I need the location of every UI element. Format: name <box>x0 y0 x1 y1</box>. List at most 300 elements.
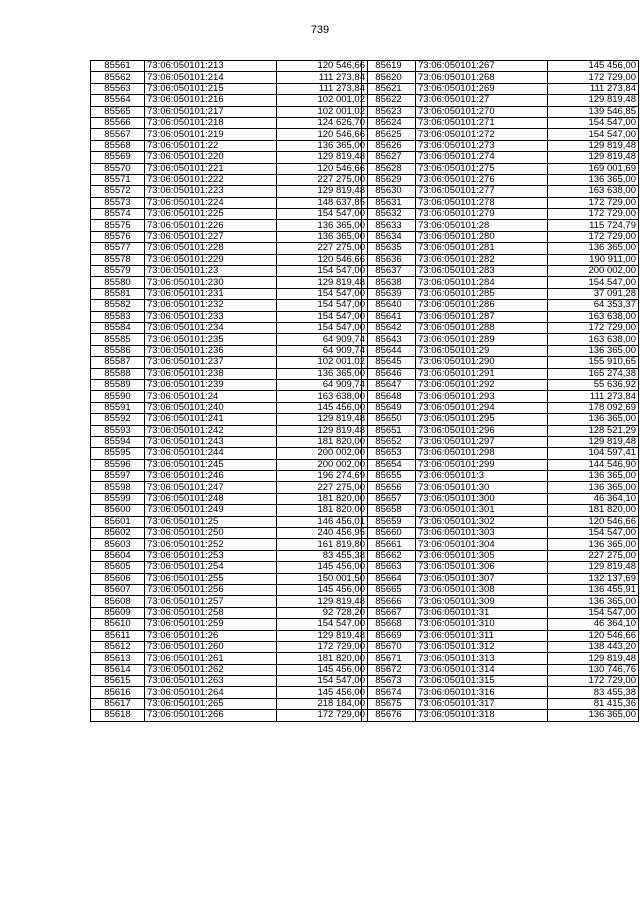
cadastral-number-cell: 73:06:050101:254 <box>145 562 277 573</box>
table-row <box>91 528 368 539</box>
row-number-cell: 85621 <box>362 83 416 94</box>
cadastral-number-cell: 73:06:050101:227 <box>145 231 277 242</box>
value-cell: 181 820,00 <box>277 653 368 664</box>
table-row <box>91 209 368 220</box>
value-cell: 46 364,10 <box>548 493 639 504</box>
row-number-cell: 85655 <box>362 471 416 482</box>
row-number-cell: 85608 <box>91 596 145 607</box>
table-row <box>91 140 368 151</box>
row-number-cell: 85625 <box>362 129 416 140</box>
value-cell: 111 273,84 <box>277 83 368 94</box>
value-cell: 172 729,00 <box>548 209 639 220</box>
table-row <box>91 368 368 379</box>
cadastral-number-cell: 73:06:050101:217 <box>145 106 277 117</box>
value-cell: 196 274,69 <box>277 471 368 482</box>
table-row <box>91 277 368 288</box>
cadastral-number-cell: 73:06:050101:234 <box>145 322 277 333</box>
cadastral-number-cell: 73:06:050101:29 <box>416 345 548 356</box>
row-number-cell: 85676 <box>362 710 416 721</box>
value-cell: 120 546,66 <box>277 163 368 174</box>
cadastral-number-cell: 73:06:050101:224 <box>145 197 277 208</box>
row-number-cell: 85588 <box>91 368 145 379</box>
value-cell: 240 456,95 <box>277 528 368 539</box>
cadastral-number-cell: 73:06:050101:291 <box>416 368 548 379</box>
table-row <box>91 243 368 254</box>
cadastral-number-cell: 73:06:050101:317 <box>416 698 548 709</box>
cadastral-number-cell: 73:06:050101:24 <box>145 391 277 402</box>
cadastral-number-cell: 73:06:050101:239 <box>145 379 277 390</box>
table-row <box>362 322 639 333</box>
cadastral-number-cell: 73:06:050101:282 <box>416 254 548 265</box>
table-row <box>362 619 639 630</box>
page-number: 739 <box>310 24 330 36</box>
value-cell: 154 547,00 <box>548 607 639 618</box>
cadastral-number-cell: 73:06:050101:279 <box>416 209 548 220</box>
value-cell: 83 455,38 <box>277 550 368 561</box>
value-cell: 138 443,20 <box>548 641 639 652</box>
cadastral-number-cell: 73:06:050101:278 <box>416 197 548 208</box>
table-row <box>91 550 368 561</box>
value-cell: 172 729,00 <box>277 710 368 721</box>
table-row <box>362 209 639 220</box>
row-number-cell: 85651 <box>362 425 416 436</box>
cadastral-number-cell: 73:06:050101:312 <box>416 641 548 652</box>
row-number-cell: 85613 <box>91 653 145 664</box>
table-row <box>362 186 639 197</box>
row-number-cell: 85635 <box>362 243 416 254</box>
row-number-cell: 85567 <box>91 129 145 140</box>
value-cell: 227 275,00 <box>548 550 639 561</box>
row-number-cell: 85595 <box>91 448 145 459</box>
value-cell: 129 819,48 <box>548 653 639 664</box>
cadastral-number-cell: 73:06:050101:238 <box>145 368 277 379</box>
value-cell: 154 547,00 <box>277 266 368 277</box>
cadastral-number-cell: 73:06:050101:216 <box>145 95 277 106</box>
table-row <box>362 653 639 664</box>
value-cell: 129 819,48 <box>548 152 639 163</box>
row-number-cell: 85569 <box>91 152 145 163</box>
row-number-cell: 85618 <box>91 710 145 721</box>
value-cell: 111 273,84 <box>548 391 639 402</box>
row-number-cell: 85577 <box>91 243 145 254</box>
cadastral-number-cell: 73:06:050101:22 <box>145 140 277 151</box>
table-row <box>91 266 368 277</box>
value-cell: 129 819,48 <box>548 436 639 447</box>
cadastral-number-cell: 73:06:050101:292 <box>416 379 548 390</box>
cadastral-number-cell: 73:06:050101:215 <box>145 83 277 94</box>
table-row <box>362 459 639 470</box>
cadastral-number-cell: 73:06:050101:221 <box>145 163 277 174</box>
cadastral-number-cell: 73:06:050101:281 <box>416 243 548 254</box>
row-number-cell: 85654 <box>362 459 416 470</box>
value-cell: 129 819,48 <box>548 562 639 573</box>
value-cell: 181 820,00 <box>277 493 368 504</box>
table-row <box>362 83 639 94</box>
value-cell: 37 091,28 <box>548 288 639 299</box>
row-number-cell: 85633 <box>362 220 416 231</box>
value-cell: 129 819,48 <box>277 186 368 197</box>
cadastral-number-cell: 73:06:050101:231 <box>145 288 277 299</box>
row-number-cell: 85629 <box>362 174 416 185</box>
row-number-cell: 85614 <box>91 664 145 675</box>
row-number-cell: 85570 <box>91 163 145 174</box>
cadastral-number-cell: 73:06:050101:287 <box>416 311 548 322</box>
table-row <box>91 174 368 185</box>
value-cell: 102 001,02 <box>277 95 368 106</box>
value-cell: 145 456,00 <box>277 687 368 698</box>
row-number-cell: 85673 <box>362 676 416 687</box>
value-cell: 136 365,00 <box>548 243 639 254</box>
table-row <box>91 448 368 459</box>
table-row <box>91 482 368 493</box>
cadastral-number-cell: 73:06:050101:284 <box>416 277 548 288</box>
value-cell: 104 597,41 <box>548 448 639 459</box>
cadastral-number-cell: 73:06:050101:240 <box>145 402 277 413</box>
value-cell: 136 365,00 <box>548 414 639 425</box>
table-row <box>362 414 639 425</box>
value-cell: 172 729,00 <box>548 231 639 242</box>
value-cell: 154 547,00 <box>277 311 368 322</box>
row-number-cell: 85650 <box>362 414 416 425</box>
table-row <box>91 619 368 630</box>
table-row <box>91 584 368 595</box>
row-number-cell: 85610 <box>91 619 145 630</box>
cadastral-number-cell: 73:06:050101:28 <box>416 220 548 231</box>
row-number-cell: 85656 <box>362 482 416 493</box>
table-row <box>362 676 639 687</box>
value-cell: 172 729,00 <box>548 676 639 687</box>
row-number-cell: 85668 <box>362 619 416 630</box>
cadastral-number-cell: 73:06:050101:318 <box>416 710 548 721</box>
cadastral-number-cell: 73:06:050101:263 <box>145 676 277 687</box>
row-number-cell: 85561 <box>91 61 145 72</box>
value-cell: 136 365,00 <box>548 345 639 356</box>
value-cell: 120 546,66 <box>277 254 368 265</box>
table-row <box>362 698 639 709</box>
cadastral-number-cell: 73:06:050101:235 <box>145 334 277 345</box>
table-row <box>362 493 639 504</box>
table-row <box>91 322 368 333</box>
value-cell: 136 365,00 <box>548 174 639 185</box>
value-cell: 55 636,92 <box>548 379 639 390</box>
cadastral-number-cell: 73:06:050101:213 <box>145 61 277 72</box>
row-number-cell: 85636 <box>362 254 416 265</box>
row-number-cell: 85617 <box>91 698 145 709</box>
row-number-cell: 85576 <box>91 231 145 242</box>
cadastral-number-cell: 73:06:050101:257 <box>145 596 277 607</box>
cadastral-number-cell: 73:06:050101:316 <box>416 687 548 698</box>
table-row <box>362 562 639 573</box>
cadastral-number-cell: 73:06:050101:289 <box>416 334 548 345</box>
table-row <box>362 345 639 356</box>
table-row <box>362 129 639 140</box>
value-cell: 200 002,00 <box>277 448 368 459</box>
table-row <box>91 231 368 242</box>
value-cell: 136 365,00 <box>548 539 639 550</box>
cadastral-number-cell: 73:06:050101:267 <box>416 61 548 72</box>
row-number-cell: 85583 <box>91 311 145 322</box>
row-number-cell: 85598 <box>91 482 145 493</box>
table-row <box>91 61 368 72</box>
table-row <box>91 311 368 322</box>
cadastral-number-cell: 73:06:050101:303 <box>416 528 548 539</box>
value-cell: 145 456,00 <box>277 562 368 573</box>
table-row <box>91 83 368 94</box>
cadastral-number-cell: 73:06:050101:270 <box>416 106 548 117</box>
table-row <box>362 140 639 151</box>
row-number-cell: 85601 <box>91 516 145 527</box>
table-row <box>362 687 639 698</box>
table-row <box>362 505 639 516</box>
cadastral-number-cell: 73:06:050101:295 <box>416 414 548 425</box>
value-cell: 172 729,00 <box>548 72 639 83</box>
value-cell: 145 456,00 <box>277 584 368 595</box>
value-cell: 181 820,00 <box>277 436 368 447</box>
value-cell: 136 365,00 <box>548 596 639 607</box>
cadastral-number-cell: 73:06:050101:283 <box>416 266 548 277</box>
value-cell: 129 819,48 <box>277 152 368 163</box>
value-cell: 129 819,48 <box>277 630 368 641</box>
cadastral-number-cell: 73:06:050101:273 <box>416 140 548 151</box>
table-row <box>91 254 368 265</box>
row-number-cell: 85568 <box>91 140 145 151</box>
table-row <box>362 539 639 550</box>
table-row <box>91 106 368 117</box>
cadastral-number-cell: 73:06:050101:229 <box>145 254 277 265</box>
row-number-cell: 85616 <box>91 687 145 698</box>
row-number-cell: 85669 <box>362 630 416 641</box>
cadastral-number-cell: 73:06:050101:314 <box>416 664 548 675</box>
table-row <box>91 676 368 687</box>
value-cell: 150 001,50 <box>277 573 368 584</box>
row-number-cell: 85582 <box>91 300 145 311</box>
value-cell: 154 547,00 <box>277 288 368 299</box>
row-number-cell: 85667 <box>362 607 416 618</box>
value-cell: 102 001,02 <box>277 357 368 368</box>
table-row <box>362 163 639 174</box>
row-number-cell: 85666 <box>362 596 416 607</box>
row-number-cell: 85573 <box>91 197 145 208</box>
cadastral-number-cell: 73:06:050101:301 <box>416 505 548 516</box>
table-row <box>362 641 639 652</box>
cadastral-number-cell: 73:06:050101:253 <box>145 550 277 561</box>
value-cell: 136 365,00 <box>548 710 639 721</box>
cadastral-number-cell: 73:06:050101:261 <box>145 653 277 664</box>
value-cell: 154 547,00 <box>548 277 639 288</box>
row-number-cell: 85607 <box>91 584 145 595</box>
row-number-cell: 85580 <box>91 277 145 288</box>
table-row <box>91 425 368 436</box>
row-number-cell: 85562 <box>91 72 145 83</box>
table-row <box>362 277 639 288</box>
row-number-cell: 85594 <box>91 436 145 447</box>
table-row <box>362 710 639 721</box>
table-row <box>362 607 639 618</box>
table-row <box>362 243 639 254</box>
value-cell: 154 547,00 <box>277 619 368 630</box>
value-cell: 165 274,38 <box>548 368 639 379</box>
table-row <box>91 596 368 607</box>
row-number-cell: 85643 <box>362 334 416 345</box>
cadastral-number-cell: 73:06:050101:223 <box>145 186 277 197</box>
table-row <box>91 129 368 140</box>
table-row <box>362 231 639 242</box>
row-number-cell: 85648 <box>362 391 416 402</box>
cadastral-number-cell: 73:06:050101:311 <box>416 630 548 641</box>
value-cell: 227 275,00 <box>277 482 368 493</box>
value-cell: 120 546,66 <box>277 61 368 72</box>
cadastral-number-cell: 73:06:050101:305 <box>416 550 548 561</box>
value-cell: 64 909,74 <box>277 379 368 390</box>
value-cell: 169 001,69 <box>548 163 639 174</box>
row-number-cell: 85590 <box>91 391 145 402</box>
row-number-cell: 85638 <box>362 277 416 288</box>
value-cell: 129 819,48 <box>277 414 368 425</box>
row-number-cell: 85600 <box>91 505 145 516</box>
table-row <box>362 368 639 379</box>
row-number-cell: 85671 <box>362 653 416 664</box>
table-row <box>362 573 639 584</box>
value-cell: 145 456,00 <box>548 61 639 72</box>
cadastral-number-cell: 73:06:050101:237 <box>145 357 277 368</box>
table-row <box>91 710 368 721</box>
value-cell: 64 909,74 <box>277 334 368 345</box>
value-cell: 154 547,00 <box>277 209 368 220</box>
row-number-cell: 85628 <box>362 163 416 174</box>
value-cell: 227 275,00 <box>277 174 368 185</box>
value-cell: 146 456,01 <box>277 516 368 527</box>
row-number-cell: 85589 <box>91 379 145 390</box>
value-cell: 120 546,66 <box>548 516 639 527</box>
cadastral-number-cell: 73:06:050101:218 <box>145 117 277 128</box>
table-row <box>362 425 639 436</box>
row-number-cell: 85619 <box>362 61 416 72</box>
cadastral-number-cell: 73:06:050101:275 <box>416 163 548 174</box>
cadastral-number-cell: 73:06:050101:300 <box>416 493 548 504</box>
cadastral-number-cell: 73:06:050101:306 <box>416 562 548 573</box>
cadastral-number-cell: 73:06:050101:256 <box>145 584 277 595</box>
value-cell: 136 365,00 <box>548 471 639 482</box>
row-number-cell: 85634 <box>362 231 416 242</box>
row-number-cell: 85652 <box>362 436 416 447</box>
cadastral-number-cell: 73:06:050101:250 <box>145 528 277 539</box>
table-row <box>362 436 639 447</box>
row-number-cell: 85653 <box>362 448 416 459</box>
table-row <box>91 95 368 106</box>
cadastral-number-cell: 73:06:050101:297 <box>416 436 548 447</box>
row-number-cell: 85603 <box>91 539 145 550</box>
value-cell: 155 910,65 <box>548 357 639 368</box>
cadastral-number-cell: 73:06:050101:277 <box>416 186 548 197</box>
value-cell: 46 364,10 <box>548 619 639 630</box>
cadastral-number-cell: 73:06:050101:219 <box>145 129 277 140</box>
table-row <box>91 152 368 163</box>
row-number-cell: 85574 <box>91 209 145 220</box>
table-row <box>91 459 368 470</box>
cadastral-number-cell: 73:06:050101:226 <box>145 220 277 231</box>
table-row <box>362 106 639 117</box>
row-number-cell: 85571 <box>91 174 145 185</box>
value-cell: 161 819,80 <box>277 539 368 550</box>
row-number-cell: 85658 <box>362 505 416 516</box>
cadastral-number-cell: 73:06:050101:247 <box>145 482 277 493</box>
row-number-cell: 85672 <box>362 664 416 675</box>
row-number-cell: 85615 <box>91 676 145 687</box>
cadastral-number-cell: 73:06:050101:296 <box>416 425 548 436</box>
cadastral-number-cell: 73:06:050101:25 <box>145 516 277 527</box>
value-cell: 124 626,70 <box>277 117 368 128</box>
value-cell: 92 728,20 <box>277 607 368 618</box>
row-number-cell: 85596 <box>91 459 145 470</box>
row-number-cell: 85587 <box>91 357 145 368</box>
cadastral-number-cell: 73:06:050101:242 <box>145 425 277 436</box>
table-row <box>362 266 639 277</box>
value-cell: 181 820,00 <box>277 505 368 516</box>
cadastral-number-cell: 73:06:050101:288 <box>416 322 548 333</box>
value-cell: 145 456,00 <box>277 402 368 413</box>
table-row <box>91 379 368 390</box>
table-row <box>362 254 639 265</box>
table-row <box>362 391 639 402</box>
value-cell: 129 819,48 <box>277 425 368 436</box>
row-number-cell: 85657 <box>362 493 416 504</box>
table-row <box>91 664 368 675</box>
table-row <box>91 345 368 356</box>
table-row <box>91 186 368 197</box>
cadastral-number-cell: 73:06:050101:255 <box>145 573 277 584</box>
cadastral-number-cell: 73:06:050101:222 <box>145 174 277 185</box>
table-row <box>362 630 639 641</box>
row-number-cell: 85586 <box>91 345 145 356</box>
cadastral-number-cell: 73:06:050101:246 <box>145 471 277 482</box>
row-number-cell: 85565 <box>91 106 145 117</box>
cadastral-number-cell: 73:06:050101:241 <box>145 414 277 425</box>
value-cell: 136 365,00 <box>277 368 368 379</box>
row-number-cell: 85640 <box>362 300 416 311</box>
row-number-cell: 85637 <box>362 266 416 277</box>
table-row <box>362 288 639 299</box>
cadastral-number-cell: 73:06:050101:3 <box>416 471 548 482</box>
row-number-cell: 85665 <box>362 584 416 595</box>
row-number-cell: 85660 <box>362 528 416 539</box>
table-row <box>91 573 368 584</box>
value-cell: 139 546,85 <box>548 106 639 117</box>
table-row <box>362 516 639 527</box>
cadastral-number-cell: 73:06:050101:225 <box>145 209 277 220</box>
cadastral-number-cell: 73:06:050101:276 <box>416 174 548 185</box>
cadastral-number-cell: 73:06:050101:308 <box>416 584 548 595</box>
table-row <box>362 220 639 231</box>
cadastral-number-cell: 73:06:050101:30 <box>416 482 548 493</box>
cadastral-number-cell: 73:06:050101:228 <box>145 243 277 254</box>
value-cell: 154 547,00 <box>548 117 639 128</box>
table-row <box>91 391 368 402</box>
table-row <box>91 516 368 527</box>
table-row <box>91 630 368 641</box>
table-row <box>362 311 639 322</box>
value-cell: 154 547,00 <box>277 300 368 311</box>
table-row <box>362 448 639 459</box>
value-cell: 227 275,00 <box>277 243 368 254</box>
cadastral-number-cell: 73:06:050101:280 <box>416 231 548 242</box>
cadastral-number-cell: 73:06:050101:309 <box>416 596 548 607</box>
table-row <box>362 584 639 595</box>
cadastral-number-cell: 73:06:050101:274 <box>416 152 548 163</box>
value-cell: 148 637,85 <box>277 197 368 208</box>
row-number-cell: 85623 <box>362 106 416 117</box>
value-cell: 120 546,66 <box>277 129 368 140</box>
value-cell: 144 546,90 <box>548 459 639 470</box>
